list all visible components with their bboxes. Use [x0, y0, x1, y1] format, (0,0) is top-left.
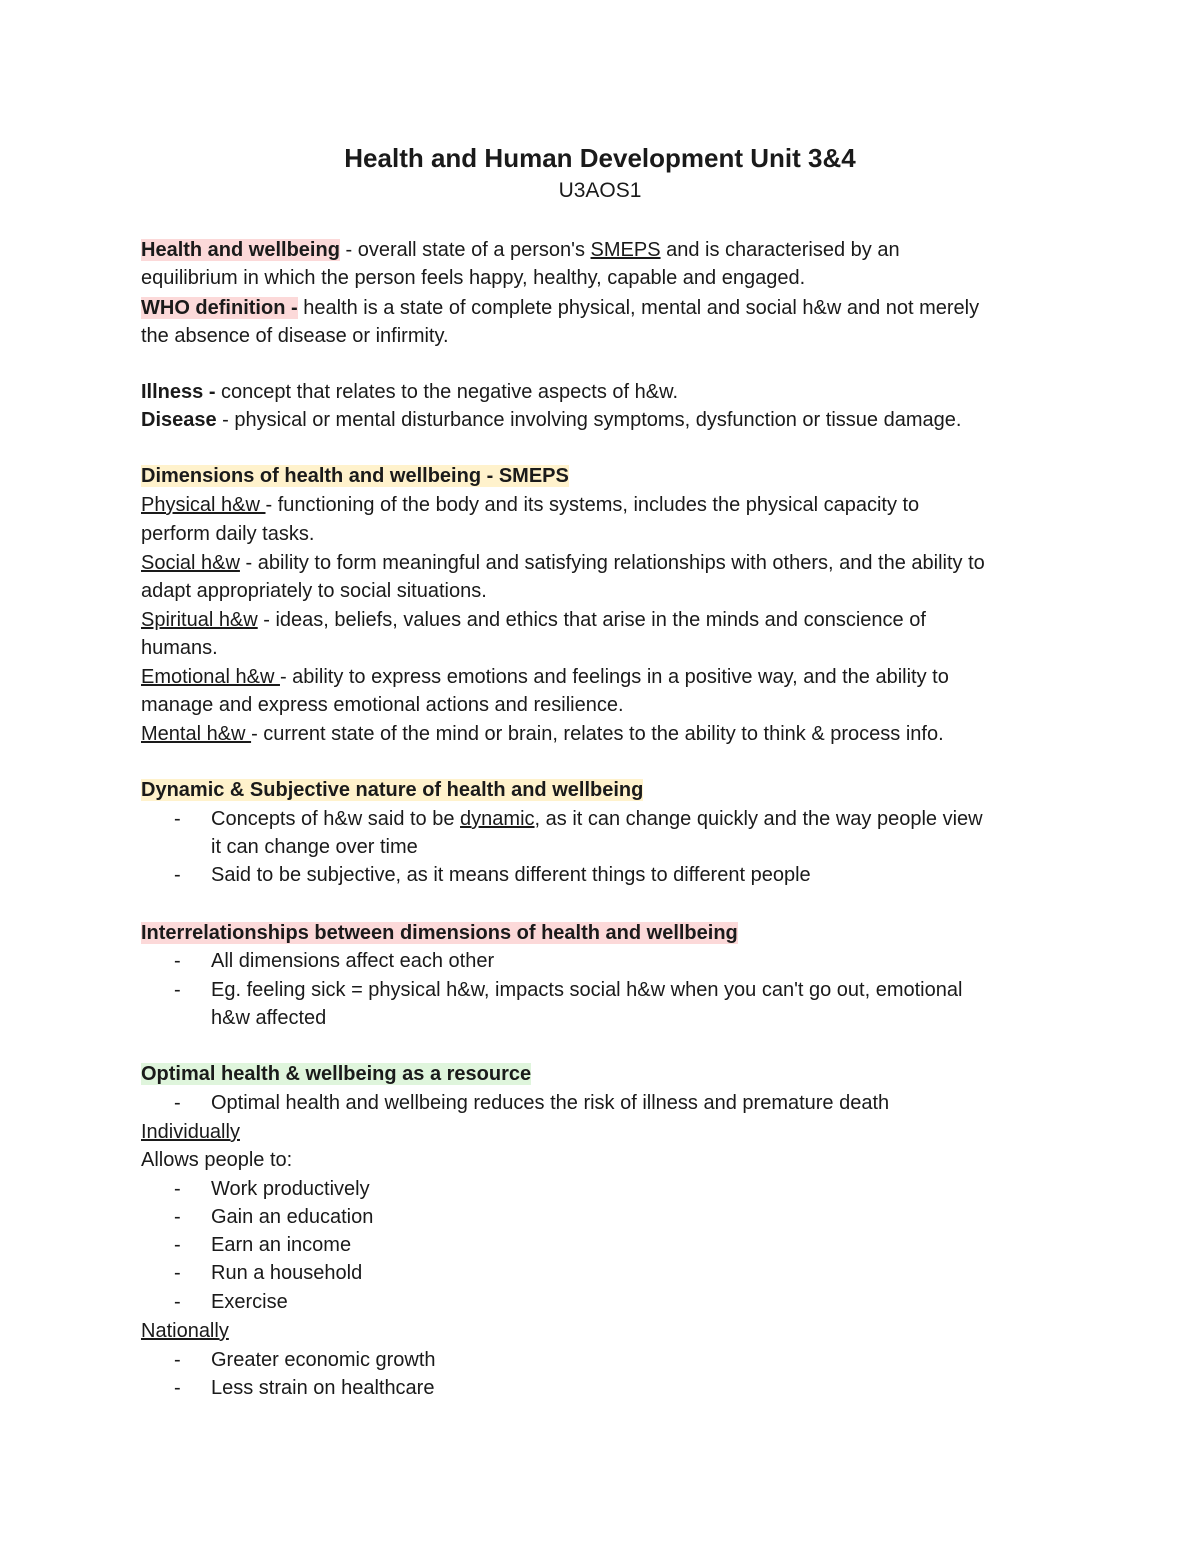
mental-term: Mental h&w [141, 723, 252, 745]
who-term: WHO definition - [141, 297, 298, 319]
illness-term: Illness - [141, 381, 216, 403]
hw-definition-line-2: equilibrium in which the person feels happy, healthy, capable and engaged. [141, 267, 806, 289]
social-hw-line-2: adapt appropriately to social situations. [141, 580, 487, 602]
document-title: Health and Human Development Unit 3&4 [344, 143, 856, 173]
national-item: Less strain on healthcare [211, 1377, 435, 1399]
social-term: Social h&w [141, 552, 240, 574]
dynamic-bullet-2: Said to be subjective, as it means different things to different people [211, 864, 811, 886]
smeps-link: SMEPS [590, 239, 661, 261]
bullet-dash: - [174, 864, 181, 886]
individual-item: Earn an income [211, 1234, 352, 1256]
hw-definition-line-1: Health and wellbeing - overall state of a person's SMEPS and is characterised by an [141, 239, 900, 261]
dimensions-heading: Dimensions of health and wellbeing - SMEPS [141, 465, 569, 487]
physical-hw-line-2: perform daily tasks. [141, 523, 315, 545]
bullet-dash: - [174, 1262, 181, 1284]
individual-item: Gain an education [211, 1206, 374, 1228]
individual-item: Work productively [211, 1178, 370, 1200]
bullet-dash: - [174, 1234, 181, 1256]
optimal-bullet-1: Optimal health and wellbeing reduces the risk of illness and premature death [211, 1092, 890, 1114]
bullet-dash: - [174, 1349, 181, 1371]
interrelationships-bullet-2-line-1: Eg. feeling sick = physical h&w, impacts social h&w when you can't go out, emotional [211, 979, 963, 1001]
interrelationships-bullet-2-line-2: h&w affected [211, 1007, 327, 1029]
emotional-hw-line-1: Emotional h&w - ability to express emotions and feelings in a positive way, and the ability to [141, 666, 949, 688]
optimal-heading: Optimal health & wellbeing as a resource [141, 1063, 532, 1085]
hw-term: Health and wellbeing [141, 239, 340, 261]
bullet-dash: - [174, 1178, 181, 1200]
dynamic-term: dynamic [460, 808, 535, 830]
spiritual-hw-line-2: humans. [141, 637, 218, 659]
interrelationships-heading: Interrelationships between dimensions of health and wellbeing [141, 922, 738, 944]
who-definition-line-2: the absence of disease or infirmity. [141, 325, 449, 347]
bullet-dash: - [174, 1206, 181, 1228]
spiritual-term: Spiritual h&w [141, 609, 258, 631]
disease-definition: Disease - physical or mental disturbance involving symptoms, dysfunction or tissue damage. [141, 409, 962, 431]
dynamic-heading: Dynamic & Subjective nature of health and wellbeing [141, 779, 644, 801]
bullet-dash: - [174, 950, 181, 972]
interrelationships-bullet-1: All dimensions affect each other [211, 950, 495, 972]
individually-subheading: Individually [141, 1121, 240, 1143]
disease-term: Disease [141, 409, 217, 431]
bullet-dash: - [174, 808, 181, 830]
nationally-subheading: Nationally [141, 1320, 229, 1342]
dynamic-bullet-1-line-1: Concepts of h&w said to be dynamic, as it can change quickly and the way people view [211, 808, 983, 830]
social-hw-line-1: Social h&w - ability to form meaningful and satisfying relationships with others, and the ability to [141, 552, 985, 574]
national-item: Greater economic growth [211, 1349, 436, 1371]
illness-definition: Illness - concept that relates to the negative aspects of h&w. [141, 381, 678, 403]
individual-item: Exercise [211, 1291, 288, 1313]
who-definition-line-1: WHO definition - health is a state of complete physical, mental and social h&w and not merely [141, 297, 980, 319]
individual-item: Run a household [211, 1262, 363, 1284]
bullet-dash: - [174, 979, 181, 1001]
emotional-term: Emotional h&w [141, 666, 280, 688]
bullet-dash: - [174, 1291, 181, 1313]
document-subtitle: U3AOS1 [558, 179, 642, 202]
dynamic-bullet-1-line-2: it can change over time [211, 836, 418, 858]
emotional-hw-line-2: manage and express emotional actions and resilience. [141, 694, 624, 716]
physical-term: Physical h&w [141, 494, 266, 516]
physical-hw-line-1: Physical h&w - functioning of the body and its systems, includes the physical capacity to [141, 494, 920, 516]
mental-hw-line: Mental h&w - current state of the mind or brain, relates to the ability to think & process info. [141, 723, 944, 745]
spiritual-hw-line-1: Spiritual h&w - ideas, beliefs, values and ethics that arise in the minds and conscience of [141, 609, 926, 631]
allows-people-to: Allows people to: [141, 1149, 293, 1171]
bullet-dash: - [174, 1377, 181, 1399]
bullet-dash: - [174, 1092, 181, 1114]
